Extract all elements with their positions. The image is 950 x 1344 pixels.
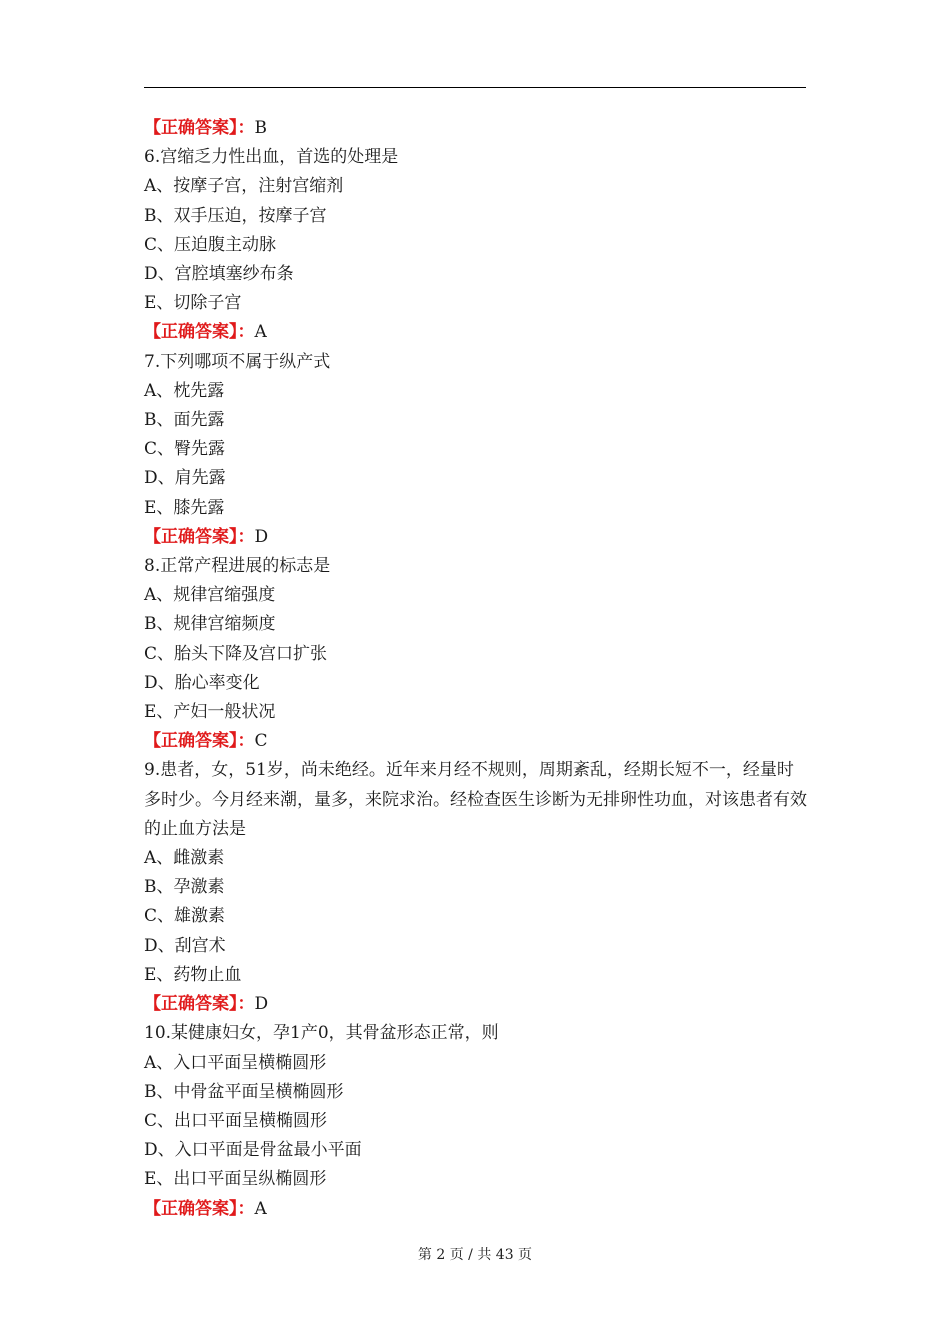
correct-answer: [144, 523, 808, 552]
answer-option: A、雌激素: [144, 848, 225, 869]
correct-answer: [144, 318, 808, 347]
correct-answer: [144, 1195, 808, 1224]
answer-option: B、双手压迫，按摩子宫: [144, 205, 327, 226]
correct-answer-label: 【正确答案】：: [144, 526, 255, 547]
answer-option: D、刮宫术: [144, 935, 226, 956]
answer-option: A、规律宫缩强度: [144, 585, 276, 606]
question-stem: 10.某健康妇女，孕1产0，其骨盆形态正常，则: [144, 1023, 499, 1044]
document-body: [144, 114, 808, 1224]
correct-answer-label: 【正确答案】：: [144, 1198, 255, 1219]
correct-answer-label: 【正确答案】：: [144, 322, 255, 343]
answer-option: B、面先露: [144, 410, 225, 431]
correct-answer: [144, 114, 808, 143]
answer-option: C、出口平面呈横椭圆形: [144, 1110, 328, 1131]
answer-option: D、宫腔填塞纱布条: [144, 264, 294, 285]
answer-option: A、入口平面呈横椭圆形: [144, 1052, 327, 1073]
question-stem: 7.下列哪项不属于纵产式: [144, 351, 331, 372]
question-stem: 9.患者，女，51岁，尚未绝经。近年来月经不规则，周期紊乱，经期长短不一，经量时多时少。今月经来潮，量多，来院求治。经检查医生诊断为无排卵性功血，对该患者有效的止血方法是: [144, 760, 807, 839]
question-stem: 8.正常产程进展的标志是: [144, 556, 331, 577]
answer-option: A、按摩子宫，注射宫缩剂: [144, 176, 344, 197]
answer-option: C、雄激素: [144, 906, 226, 927]
correct-answer: [144, 990, 808, 1019]
answer-option: B、中骨盆平面呈横椭圆形: [144, 1081, 344, 1102]
correct-answer-label: 【正确答案】：: [144, 994, 255, 1015]
answer-option: D、入口平面是骨盆最小平面: [144, 1140, 362, 1161]
answer-option: C、胎头下降及宫口扩张: [144, 643, 328, 664]
correct-answer-value: C: [254, 731, 268, 752]
answer-option: B、规律宫缩频度: [144, 614, 276, 635]
answer-option: E、切除子宫: [144, 293, 242, 314]
correct-answer-value: D: [254, 994, 269, 1015]
correct-answer-value: A: [254, 322, 267, 343]
answer-option: B、孕激素: [144, 877, 225, 898]
answer-option: C、压迫腹主动脉: [144, 234, 277, 255]
page-footer: 第 2 页 / 共 43 页: [417, 1247, 533, 1263]
answer-option: E、出口平面呈纵椭圆形: [144, 1169, 327, 1190]
answer-option: D、胎心率变化: [144, 672, 260, 693]
question-stem: 6.宫缩乏力性出血，首选的处理是: [144, 147, 399, 168]
correct-answer-label: 【正确答案】：: [144, 118, 255, 138]
answer-option: A、枕先露: [144, 380, 225, 401]
correct-answer-value: A: [254, 1198, 267, 1219]
correct-answer: [144, 727, 808, 756]
correct-answer-label: 【正确答案】：: [144, 731, 255, 752]
header-rule: [144, 87, 806, 88]
correct-answer-value: D: [254, 526, 269, 547]
answer-option: E、膝先露: [144, 497, 225, 518]
correct-answer-value: B: [254, 118, 267, 138]
answer-option: C、臀先露: [144, 439, 226, 460]
answer-option: D、肩先露: [144, 468, 226, 489]
answer-option: E、产妇一般状况: [144, 702, 276, 723]
answer-option: E、药物止血: [144, 964, 242, 985]
